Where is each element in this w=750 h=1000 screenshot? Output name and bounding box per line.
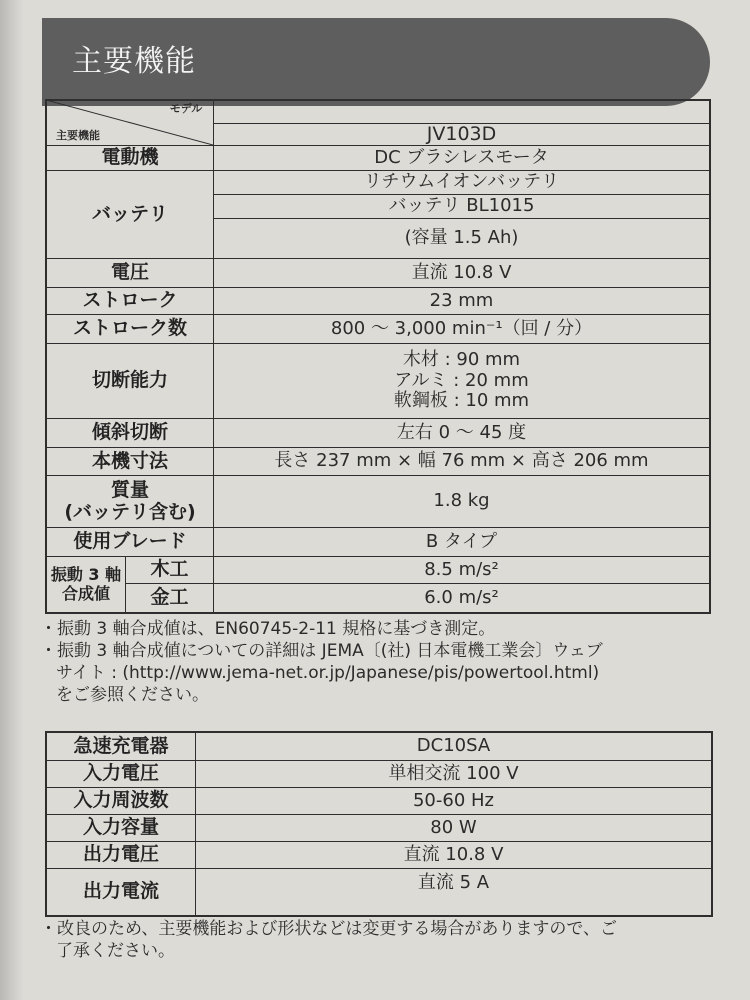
cutting-mild-steel: 軟鋼板 : 10 mm xyxy=(393,390,530,412)
cutting-aluminum: アルミ : 20 mm xyxy=(394,369,529,391)
section-title-bar xyxy=(42,18,710,106)
stroke-label: ストローク xyxy=(82,289,178,312)
motor-value: DC ブラシレスモータ xyxy=(374,146,549,168)
battery-capacity-cell xyxy=(214,219,709,258)
input-voltage-label: 入力電圧 xyxy=(82,762,159,785)
input-frequency-label: 入力周波数 xyxy=(73,789,169,812)
output-voltage-value: 直流 10.8 V xyxy=(403,843,504,865)
output-current-value: 直流 5 A xyxy=(417,871,490,893)
output-current-label: 出力電流 xyxy=(82,880,159,903)
change-notice xyxy=(40,918,740,962)
voltage-value: 直流 10.8 V xyxy=(411,261,512,283)
input-frequency-value: 50-60 Hz xyxy=(412,789,494,811)
vibration-metal-label: 金工 xyxy=(150,586,189,609)
blade-value: B タイプ xyxy=(425,530,498,552)
voltage-label: 電圧 xyxy=(110,261,149,284)
note-line: 了承ください。 xyxy=(56,941,175,962)
input-voltage-value: 単相交流 100 V xyxy=(388,762,519,784)
battery-label: バッテリ xyxy=(91,202,168,225)
mass-sublabel: (バッテリ含む) xyxy=(64,500,196,523)
function-header: 主要機能 xyxy=(56,128,100,142)
cutting-wood: 木材 : 90 mm xyxy=(402,348,521,370)
battery-capacity: (容量 1.5 Ah) xyxy=(404,227,519,249)
model-header: モデル xyxy=(169,101,203,115)
battery-type: リチウムイオンバッテリ xyxy=(363,171,560,193)
stroke-count-value: 800 ～ 3,000 min⁻¹（回 / 分） xyxy=(330,317,593,339)
charger-value: DC10SA xyxy=(416,735,491,757)
bevel-value: 左右 0 ～ 45 度 xyxy=(396,421,527,443)
dimensions-value: 長さ 237 mm × 幅 76 mm × 高さ 206 mm xyxy=(274,450,649,472)
blade-label: 使用ブレード xyxy=(73,530,187,553)
vibration-notes xyxy=(40,618,740,706)
note-line: ・振動 3 軸合成値についての詳細は JEMA〔(社) 日本電機工業会〕ウェブ xyxy=(40,641,603,662)
motor-label: 電動機 xyxy=(101,146,159,169)
page-binding-edge xyxy=(0,0,24,1000)
battery-model: バッテリ BL1015 xyxy=(388,195,535,217)
vibration-label-line1: 振動 3 軸 xyxy=(50,565,122,585)
output-voltage-label: 出力電圧 xyxy=(82,843,159,866)
cutting-capacity-label: 切断能力 xyxy=(91,369,168,392)
model-name: JV103D xyxy=(426,122,497,145)
note-line: ・振動 3 軸合成値は、EN60745-2-11 規格に基づき測定。 xyxy=(40,619,496,639)
cutting-capacity-values xyxy=(214,344,709,418)
bevel-label: 傾斜切断 xyxy=(91,421,168,444)
note-line: ・改良のため、主要機能および形状などは変更する場合がありますので、ご xyxy=(40,919,617,939)
vibration-wood-value: 8.5 m/s² xyxy=(424,558,499,580)
input-capacity-label: 入力容量 xyxy=(82,816,159,839)
page-title: 主要機能 xyxy=(72,44,196,79)
mass-value: 1.8 kg xyxy=(433,490,490,512)
vibration-wood-label: 木工 xyxy=(150,558,189,581)
vibration-metal-value: 6.0 m/s² xyxy=(424,586,499,608)
mass-label: 質量 xyxy=(110,478,149,501)
stroke-count-label: ストローク数 xyxy=(72,317,187,340)
note-line: をご参照ください。 xyxy=(56,685,209,706)
vibration-label-cell xyxy=(47,557,125,612)
input-capacity-value: 80 W xyxy=(430,816,477,838)
stroke-value: 23 mm xyxy=(429,289,494,311)
dimensions-label: 本機寸法 xyxy=(91,449,168,472)
mass-label-cell xyxy=(47,476,213,527)
note-line: サイト : (http://www.jema-net.or.jp/Japanese/pis/powertool.html) xyxy=(56,663,600,684)
vibration-label-line2: 合成値 xyxy=(61,583,110,603)
charger-label: 急速充電器 xyxy=(73,734,169,757)
